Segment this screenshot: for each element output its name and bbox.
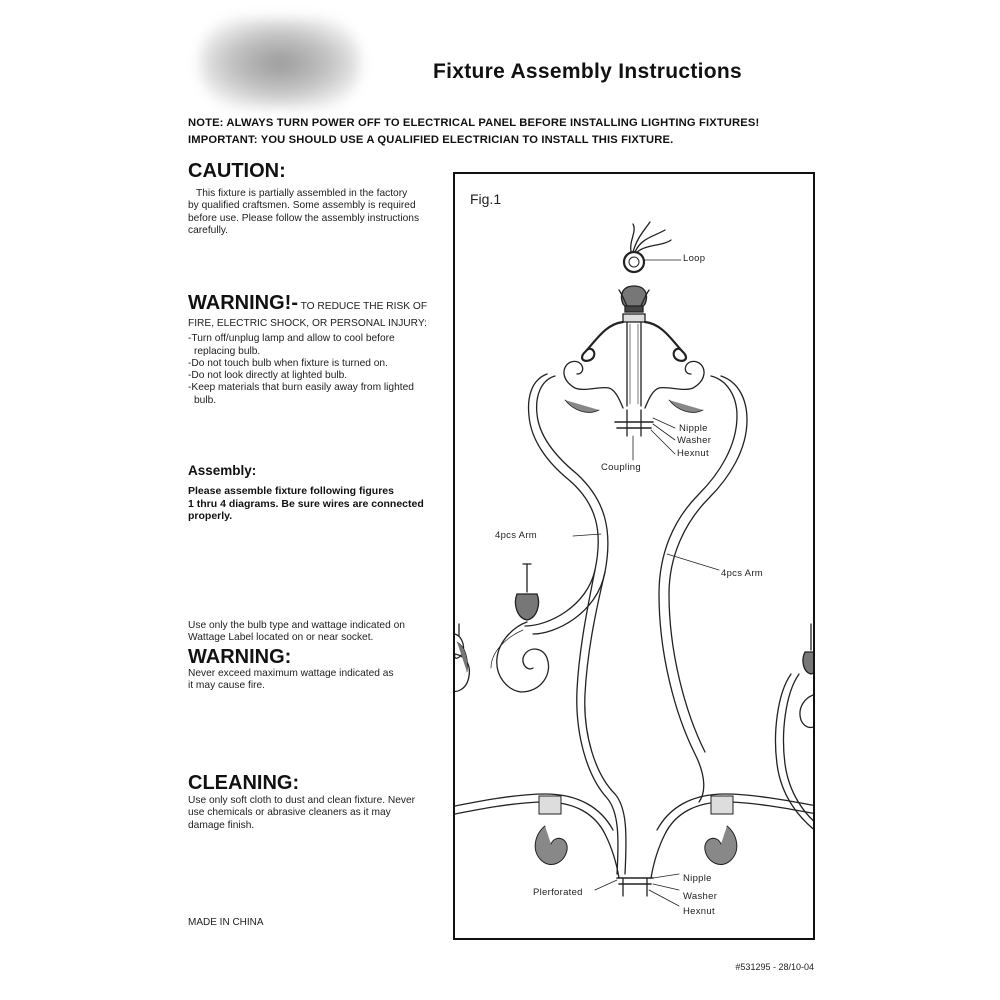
arm-leader-left: [573, 534, 601, 536]
power-off-note: NOTE: ALWAYS TURN POWER OFF TO ELECTRICAL PANEL BEFORE INSTALLING LIGHTING FIXTURES!: [188, 117, 760, 129]
left-top-arm: [525, 361, 623, 634]
caution-line: carefully.: [188, 224, 229, 236]
wattage-warning-heading: WARNING:: [188, 646, 292, 668]
page-title: Fixture Assembly Instructions: [433, 60, 742, 83]
assembly-line: 1 thru 4 diagrams. Be sure wires are connected: [188, 497, 424, 510]
wattage-warning-line: it may cause fire.: [188, 680, 265, 692]
made-in-label: MADE IN CHINA: [188, 917, 264, 928]
cleaning-line: damage finish.: [188, 819, 255, 831]
arm-leader-right: [667, 554, 719, 570]
far-right-partial: [776, 624, 815, 832]
callout-arm-right: 4pcs Arm: [721, 568, 763, 579]
upper-scrolls: [582, 322, 686, 361]
bottom-junction: [455, 794, 815, 906]
caution-line: before use. Please follow the assembly instructions: [188, 212, 420, 224]
assembly-line: Please assemble fixture following figures: [188, 485, 394, 497]
left-mid-assembly: [491, 564, 549, 692]
caution-text: [188, 188, 419, 237]
electrician-note: IMPORTANT: YOU SHOULD USE A QUALIFIED ELECTRICIAN TO INSTALL THIS FIXTURE.: [188, 134, 674, 146]
fixture-diagram: [455, 174, 815, 940]
callout-coupling: Coupling: [601, 462, 641, 473]
callout-hexnut-bottom: Hexnut: [683, 906, 715, 917]
warning-item: replacing bulb.: [194, 345, 261, 357]
callout-nipple-top: Nipple: [679, 423, 708, 434]
assembly-line: properly.: [188, 510, 233, 522]
wattage-warning-line: Never exceed maximum wattage indicated as: [188, 668, 394, 679]
callout-washer-top: Washer: [677, 435, 712, 446]
figure-label: Fig.1: [470, 191, 502, 207]
warning-item: -Keep materials that burn easily away from lighted: [188, 382, 414, 394]
cleaning-line: Use only soft cloth to dust and clean fixture. Never: [188, 795, 416, 806]
warning-item: -Do not look directly at lighted bulb.: [188, 370, 348, 382]
loop-inner: [629, 257, 639, 267]
top-leaf-cup: [619, 286, 649, 312]
cleaning-text: [188, 795, 415, 832]
callout-perforated: Plerforated: [533, 887, 583, 898]
warning-heading: WARNING!-: [188, 292, 298, 314]
bulb-note-line: Wattage Label located on or near socket.: [188, 632, 374, 644]
cleaning-heading: CLEANING:: [188, 772, 300, 794]
callout-loop: Loop: [683, 253, 706, 264]
top-hardware: [615, 410, 675, 460]
warning-item: bulb.: [194, 394, 217, 406]
far-left-partial: [455, 624, 469, 691]
warning-subline: FIRE, ELECTRIC SHOCK, OR PERSONAL INJURY:: [188, 318, 427, 329]
loop-ring: [624, 252, 644, 272]
cleaning-line: use chemicals or abrasive cleaners as it may: [188, 807, 391, 819]
caution-line: This fixture is partially assembled in the factory: [196, 188, 408, 199]
warning-inline-text: TO REDUCE THE RISK OF: [297, 301, 428, 312]
bulb-note: [188, 620, 405, 645]
assembly-text: [188, 485, 424, 523]
caution-line: by qualified craftsmen. Some assembly is required: [188, 200, 416, 212]
callout-nipple-bottom: Nipple: [683, 873, 712, 884]
document-code: #531295 - 28/10-04: [735, 962, 814, 972]
callout-hexnut-top: Hexnut: [677, 448, 709, 459]
callout-washer-bottom: Washer: [683, 891, 718, 902]
assembly-heading: Assembly:: [188, 463, 257, 478]
wires: [631, 222, 671, 252]
caution-heading: CAUTION:: [188, 160, 286, 182]
wattage-warning-text: [188, 668, 394, 693]
bulb-note-line: Use only the bulb type and wattage indicated on: [188, 620, 405, 631]
figure-1-panel: [453, 172, 815, 940]
callout-arm-left: 4pcs Arm: [495, 530, 537, 541]
warning-heading-line: [188, 292, 427, 315]
central-stem: [623, 314, 645, 406]
warning-item: -Turn off/unplug lamp and allow to cool before: [188, 333, 395, 345]
brand-logo-blurred: [200, 18, 360, 108]
warning-list: [188, 318, 427, 407]
warning-item: -Do not touch bulb when fixture is turned on.: [188, 357, 388, 369]
